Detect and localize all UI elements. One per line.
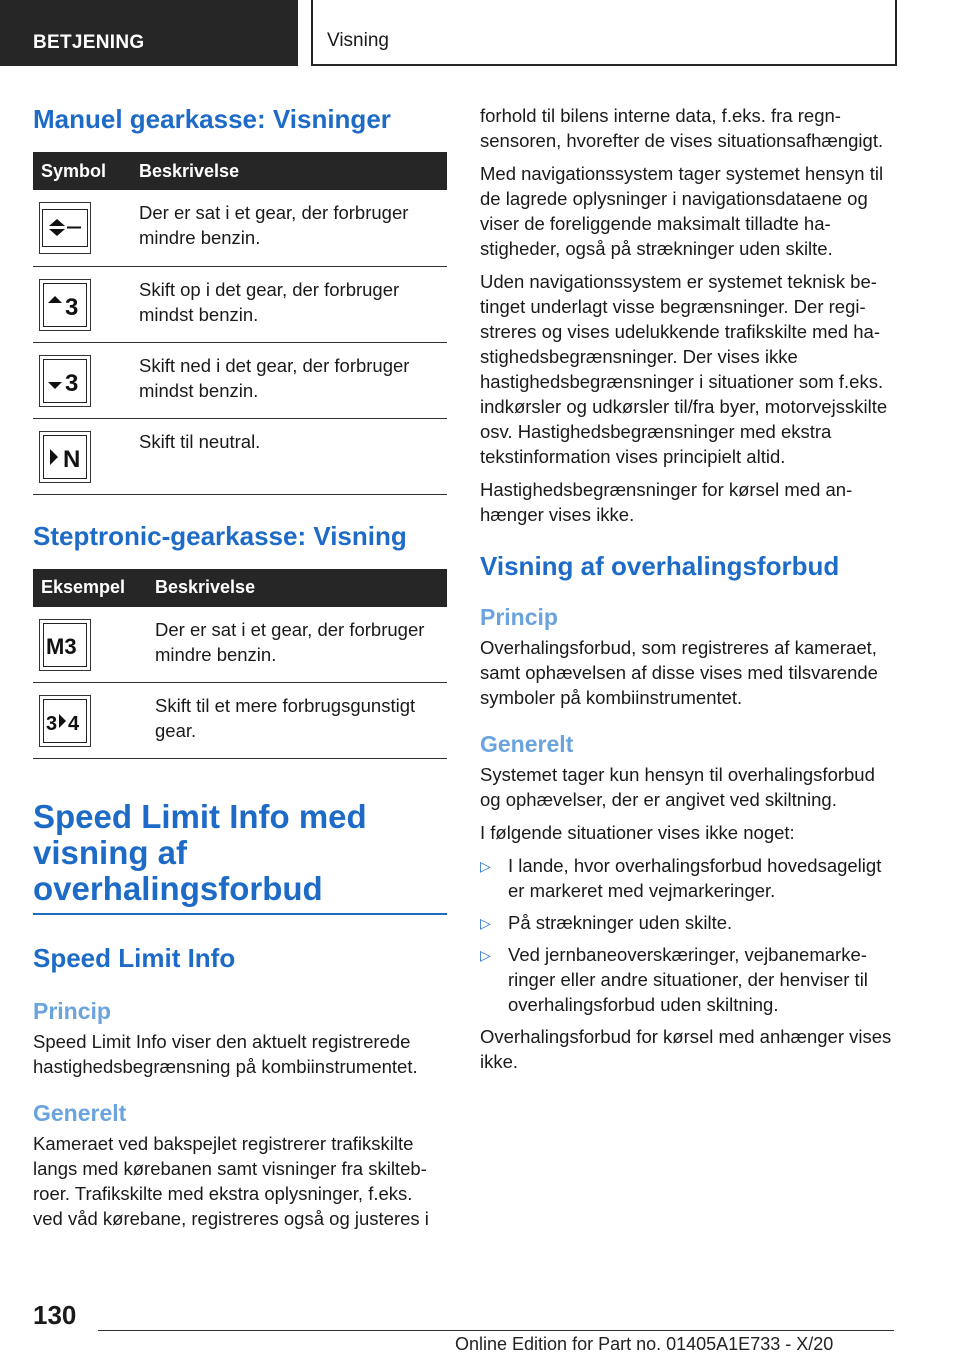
- shift-neutral-icon: [39, 431, 91, 483]
- paragraph: forhold til bilens interne data, f.eks. fra regnsensoren, hvorefter de vises situationsafhængigt.: [480, 105, 884, 151]
- overtaking-heading: Visning af overhalingsforbud: [480, 551, 840, 581]
- table-header-symbol: Symbol: [33, 152, 131, 190]
- gear-shift-updown-icon: [39, 202, 91, 254]
- paragraph: Hastighedsbegrænsninger for kørsel med anhænger vises ikke.: [480, 479, 853, 525]
- table-cell-description: Der er sat i et gear, der forbruger mindre benzin.: [147, 607, 447, 683]
- princip-heading: Princip: [33, 998, 111, 1024]
- svg-text:3: 3: [65, 293, 79, 320]
- bullet-arrow-icon: ▷: [480, 915, 491, 931]
- table-cell-description: Der er sat i et gear, der forbruger mindre benzin.: [131, 190, 447, 266]
- table-cell-description: Skift ned i det gear, der forbruger mindst benzin.: [131, 342, 447, 418]
- svg-text:3: 3: [65, 369, 79, 396]
- right-column: [480, 103, 896, 1074]
- manual-gearbox-heading: Manuel gearkasse: Visninger: [33, 104, 391, 134]
- list-item: [480, 910, 896, 935]
- table-row: [33, 266, 447, 342]
- header-section-tab: [0, 0, 298, 66]
- svg-text:4: 4: [68, 713, 80, 735]
- m3-gear-icon: [39, 619, 91, 671]
- princip-heading: Princip: [480, 604, 558, 630]
- paragraph: Uden navigationssystem er systemet teknisk betinget underlagt visse begrænsninger. Der registreres og vises udelukkende trafikskilte med hastighedsbegrænsninger. Der vises ikke hastighedsbegrænsninger i situationer som f.eks. indkørsler og udkørsler til/fra byer, motorvejsskilte osv. Hastighedsbegrænsninger med ekstra tekstinformation vises principielt altid.: [480, 271, 888, 467]
- generelt-text: Kameraet ved bakspejlet registrerer trafikskilte langs med kørebanen samt visninger fra skiltebroer. Trafikskilte med ekstra oplysninger, f.eks. ved våd kørebane, registreres også og justeres i: [33, 1133, 429, 1229]
- chapter-title-line: Speed Limit Info med: [33, 798, 367, 835]
- list-item: [480, 853, 896, 903]
- generelt-heading: Generelt: [33, 1100, 127, 1126]
- generelt-text: I følgende situationer vises ikke noget:: [480, 822, 795, 843]
- list-item-text: I lande, hvor overhalingsforbud hovedsageligt er markeret med vejmarkeringer.: [508, 855, 882, 901]
- header-section-label: BETJENING: [33, 32, 145, 53]
- generelt-text: Systemet tager kun hensyn til overhalingsforbud og ophævelser, der er angivet ved skiltning.: [480, 764, 875, 810]
- princip-text: Overhalingsforbud, som registreres af kameraet, samt ophævelsen af disse vises med tilsvarende symboler på kombiinstrumentet.: [480, 637, 878, 708]
- manual-gear-table: [33, 152, 447, 495]
- list-item-text: Ved jernbaneoverskæringer, vejbanemarkeringer eller andre situationer, der henviser til overhalingsforbud uden skiltning.: [508, 944, 868, 1015]
- footer-edition: Online Edition for Part no. 01405A1E733 - X/20: [455, 1334, 834, 1354]
- paragraph: Med navigationssystem tager systemet hensyn til de lagrede oplysninger i navigationsdataene og viser de foreliggende maksimalt tilladte hastigheder, også på strækninger uden skilte.: [480, 163, 884, 259]
- table-row: [33, 342, 447, 418]
- speed-limit-info-heading: Speed Limit Info: [33, 943, 236, 973]
- shift-up-3-icon: [39, 279, 91, 331]
- table-row: [33, 607, 447, 683]
- bullet-arrow-icon: ▷: [480, 947, 491, 963]
- table-header-description: Beskrivelse: [147, 569, 447, 607]
- page-number: 130: [33, 1300, 77, 1330]
- generelt-heading: Generelt: [480, 731, 574, 757]
- chapter-title-line: overhalingsforbud: [33, 870, 323, 907]
- svg-text:N: N: [63, 445, 81, 472]
- list-item: [480, 942, 896, 1017]
- table-cell-description: Skift op i det gear, der forbruger mindst benzin.: [131, 266, 447, 342]
- gear-3-to-4-icon: [39, 695, 91, 747]
- table-row: [33, 418, 447, 494]
- paragraph: Overhalingsforbud for kørsel med anhænger vises ikke.: [480, 1026, 892, 1072]
- table-row: [33, 190, 447, 266]
- table-header-description: Beskrivelse: [131, 152, 447, 190]
- princip-text: Speed Limit Info viser den aktuelt registrerede hastighedsbegrænsning på kombiinstrumentet.: [33, 1031, 418, 1077]
- left-column: [33, 104, 447, 1231]
- table-row: [33, 683, 447, 759]
- situation-list: [480, 853, 896, 1017]
- table-header-example: Eksempel: [33, 569, 147, 607]
- table-cell-description: Skift til et mere forbrugsgunstigt gear.: [147, 683, 447, 759]
- chapter-title-line: visning af: [33, 834, 188, 871]
- svg-text:M3: M3: [46, 633, 77, 659]
- header-title-label: Visning: [327, 30, 389, 51]
- list-item-text: På strækninger uden skilte.: [508, 912, 733, 933]
- bullet-arrow-icon: ▷: [480, 858, 491, 874]
- steptronic-table: [33, 569, 447, 760]
- footer-divider: [98, 1330, 894, 1331]
- steptronic-heading: Steptronic-gearkasse: Visning: [33, 520, 407, 551]
- shift-down-3-icon: [39, 355, 91, 407]
- chapter-title: [33, 799, 447, 915]
- header-title-tab: [311, 0, 897, 66]
- svg-text:3: 3: [46, 713, 58, 735]
- table-cell-description: Skift til neutral.: [131, 418, 447, 494]
